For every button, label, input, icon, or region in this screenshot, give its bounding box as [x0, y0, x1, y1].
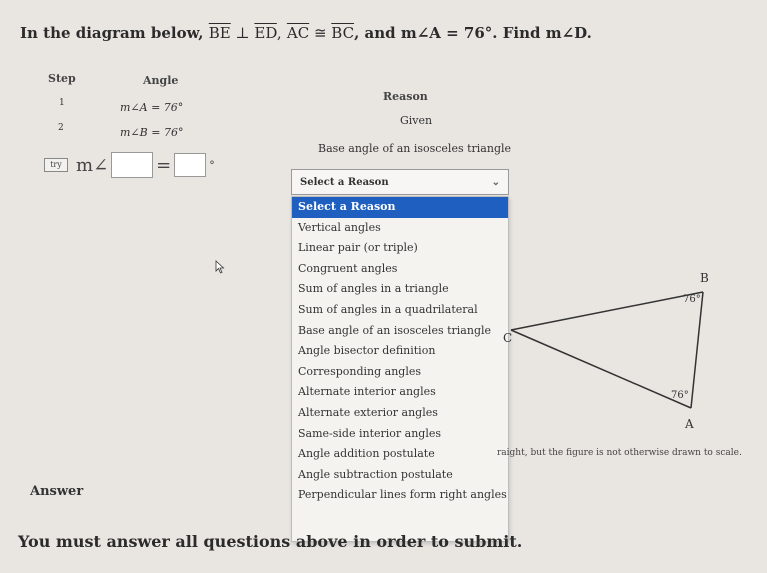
angle-b-label: 76° — [683, 294, 701, 305]
chevron-down-icon: ⌄ — [491, 176, 500, 188]
side-bc — [511, 292, 703, 330]
reason-option[interactable]: Sum of angles in a quadrilateral — [298, 302, 478, 316]
reason-option[interactable]: Congruent angles — [298, 261, 398, 275]
separator: , — [276, 24, 282, 42]
scale-note: raight, but the figure is not otherwise drawn to scale. — [497, 448, 742, 458]
side-ac — [511, 330, 691, 408]
reason-option[interactable]: Alternate interior angles — [298, 385, 436, 399]
reason-option[interactable]: Sum of angles in a triangle — [298, 282, 449, 296]
step-2-reason: Base angle of an isosceles triangle — [318, 142, 512, 155]
reason-option[interactable]: Alternate exterior angles — [298, 405, 438, 419]
question-rest: , and m∠A = 76°. Find m∠D. — [354, 24, 592, 42]
angle-value-input[interactable] — [174, 153, 206, 177]
submit-warning: You must answer all questions above in order to submit. — [18, 532, 523, 551]
step-1-number: 1 — [59, 98, 65, 108]
reason-option[interactable]: Corresponding angles — [298, 364, 421, 378]
congruent-symbol: ≅ — [309, 24, 332, 42]
try-angle-row — [76, 152, 215, 178]
triangle-diagram — [495, 262, 735, 437]
angle-header: Angle — [143, 74, 179, 87]
segment-bc: $\overline{BC}$ — [331, 24, 355, 42]
reason-option[interactable]: Linear pair (or triple) — [298, 241, 418, 255]
reason-option[interactable]: Same-side interior angles — [298, 426, 442, 440]
step-1-angle: m∠A = 76° — [120, 101, 184, 114]
side-ab — [691, 292, 703, 408]
question-text — [20, 24, 592, 42]
answer-label: Answer — [30, 484, 84, 499]
step-2-number: 2 — [58, 123, 64, 133]
angle-a-label: 76° — [671, 390, 689, 401]
angle-name-input[interactable] — [111, 152, 153, 178]
question-prefix: In the diagram below, — [20, 24, 204, 42]
reason-option[interactable]: Angle subtraction postulate — [298, 467, 453, 481]
step-header: Step — [48, 72, 76, 85]
cursor-icon — [215, 260, 225, 274]
segment-ac: $\overline{AC}$ — [286, 24, 310, 42]
vertex-label-c: C — [503, 331, 513, 345]
vertex-label-b: B — [700, 271, 709, 285]
reason-select-value: Select a Reason — [300, 176, 389, 188]
equals-sign: = — [156, 154, 172, 176]
degree-symbol: ° — [209, 158, 215, 172]
vertex-label-a: A — [685, 417, 694, 431]
reason-option[interactable]: Select a Reason — [292, 197, 508, 218]
reason-header: Reason — [383, 90, 428, 103]
step-2-angle: m∠B = 76° — [120, 126, 184, 139]
perp-symbol: ⊥ — [230, 24, 255, 42]
try-button[interactable]: try — [44, 158, 68, 172]
step-1-reason: Given — [400, 114, 433, 127]
angle-prefix: m∠ — [76, 154, 109, 176]
reason-dropdown-list — [291, 196, 509, 542]
reason-select[interactable] — [291, 169, 509, 195]
reason-option[interactable]: Perpendicular lines form right angles — [298, 488, 507, 502]
reason-option[interactable]: Angle bisector definition — [298, 344, 436, 358]
reason-option[interactable]: Base angle of an isosceles triangle — [298, 323, 492, 337]
segment-ed: $\overline{ED}$ — [254, 24, 277, 42]
segment-be: $\overline{BE}$ — [208, 24, 231, 42]
reason-option[interactable]: Vertical angles — [298, 220, 381, 234]
reason-option[interactable]: Angle addition postulate — [298, 447, 435, 461]
